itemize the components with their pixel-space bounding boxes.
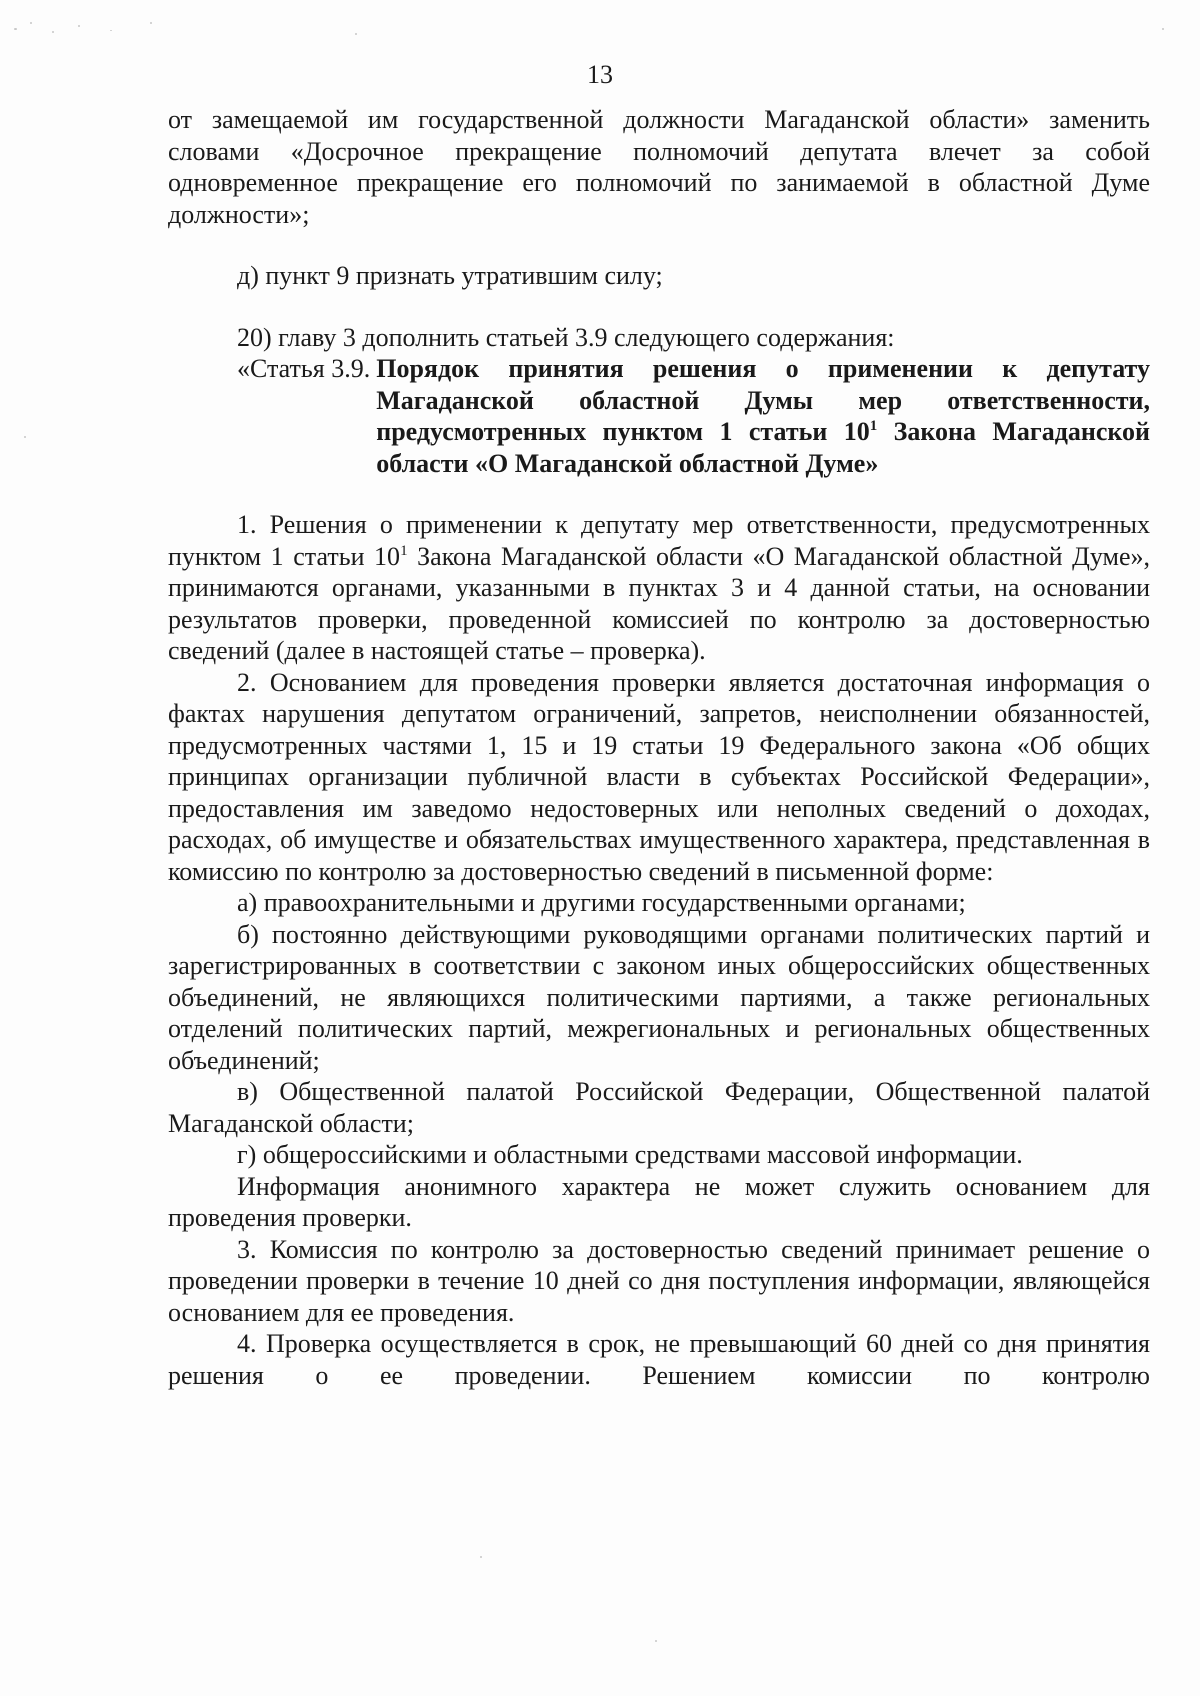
paragraph-3: 3. Комиссия по контролю за достоверностью сведений принимает решение о проведении проверки в течение 10 дней со дня поступления информации, являющейся основанием для ее проведения. (168, 1234, 1150, 1327)
scan-speck (1162, 28, 1164, 30)
subitem-v: в) Общественной палатой Российской Федерации, Общественной палатой Магаданской области; (168, 1077, 1150, 1138)
paragraph-1-superscript: 1 (400, 542, 408, 559)
scan-speck (24, 436, 26, 438)
scan-speck (78, 25, 80, 27)
scan-speck (355, 33, 357, 35)
subitem-a: а) правоохранительными и другими государственными органами; (237, 888, 966, 917)
article-title-part2: Закона Магаданской области «О Магаданской областной Думе» (376, 417, 1150, 478)
intro-paragraph: от замещаемой им государственной должности Магаданской области» заменить словами «Досрочное прекращение полномочий депутата влечет за собой одновременное прекращение его полномочий по занимаемой в областной Думе должности»; (168, 105, 1150, 229)
paragraph-1-part2: Закона Магаданской области «О Магаданской областной Думе», принимаются органами, указанными в пунктах 3 и 4 данной статьи, на основании результатов проверки, проведенной комиссией по контролю за достоверностью сведений (далее в настоящей статье – проверка). (168, 541, 1150, 665)
article-title-part1: Порядок принятия решения о применении к депутату Магаданской областной Думы мер ответственности, предусмотренных пунктом 1 статьи 10 (376, 354, 1150, 446)
paragraph-1 (168, 509, 1150, 667)
scan-speck (30, 22, 32, 24)
paragraph-2: 2. Основанием для проведения проверки является достаточная информация о фактах нарушения депутатом ограничений, запретов, неисполнении обязанностей, предусмотренных частями 1, 15 и 19 статьи 19 Федерального закона «Об общих принципах организации публичной власти в субъектах Российской Федерации», предоставления им заведомо недостоверных или неполных сведений о доходах, расходах, об имуществе и обязательствах имущественного характера, представленная в комиссию по контролю за достоверностью сведений в письменной форме: (168, 667, 1150, 886)
scan-speck (52, 31, 54, 33)
article-title-superscript: 1 (869, 418, 878, 434)
scan-speck (655, 1640, 657, 1642)
subitem-b: б) постоянно действующими руководящими органами политических партий и зарегистрированных в соответствии с законом иных общероссийских общественных объединений, не являющихся политическими партиями, а также региональных отделений политических партий, межрегиональных и региональных общественных объединений; (168, 919, 1150, 1075)
article-title (370, 353, 1150, 479)
item-d: д) пункт 9 признать утратившим силу; (237, 261, 663, 290)
scan-speck (14, 28, 17, 30)
page-number: 13 (587, 60, 613, 89)
article-heading (168, 353, 1150, 479)
item-20: 20) главу 3 дополнить статьей 3.9 следующего содержания: (237, 322, 895, 352)
scan-speck (480, 1556, 482, 1558)
paragraph-4: 4. Проверка осуществляется в срок, не превышающий 60 дней со дня принятия решения о ее проведении. Решением комиссии по контролю (168, 1329, 1150, 1390)
scan-speck (110, 30, 112, 31)
paragraph-1-part1: 1. Решения о применении к депутату мер ответственности, предусмотренных пунктом 1 статьи 10 (168, 510, 1150, 571)
scan-speck (150, 22, 152, 24)
subitem-g: г) общероссийскими и областными средствами массовой информации. (237, 1140, 1023, 1169)
anonymous-info-paragraph: Информация анонимного характера не может служить основанием для проведения проверки. (168, 1171, 1150, 1232)
article-number: «Статья 3.9. (237, 354, 371, 383)
document-body (168, 104, 1150, 1391)
